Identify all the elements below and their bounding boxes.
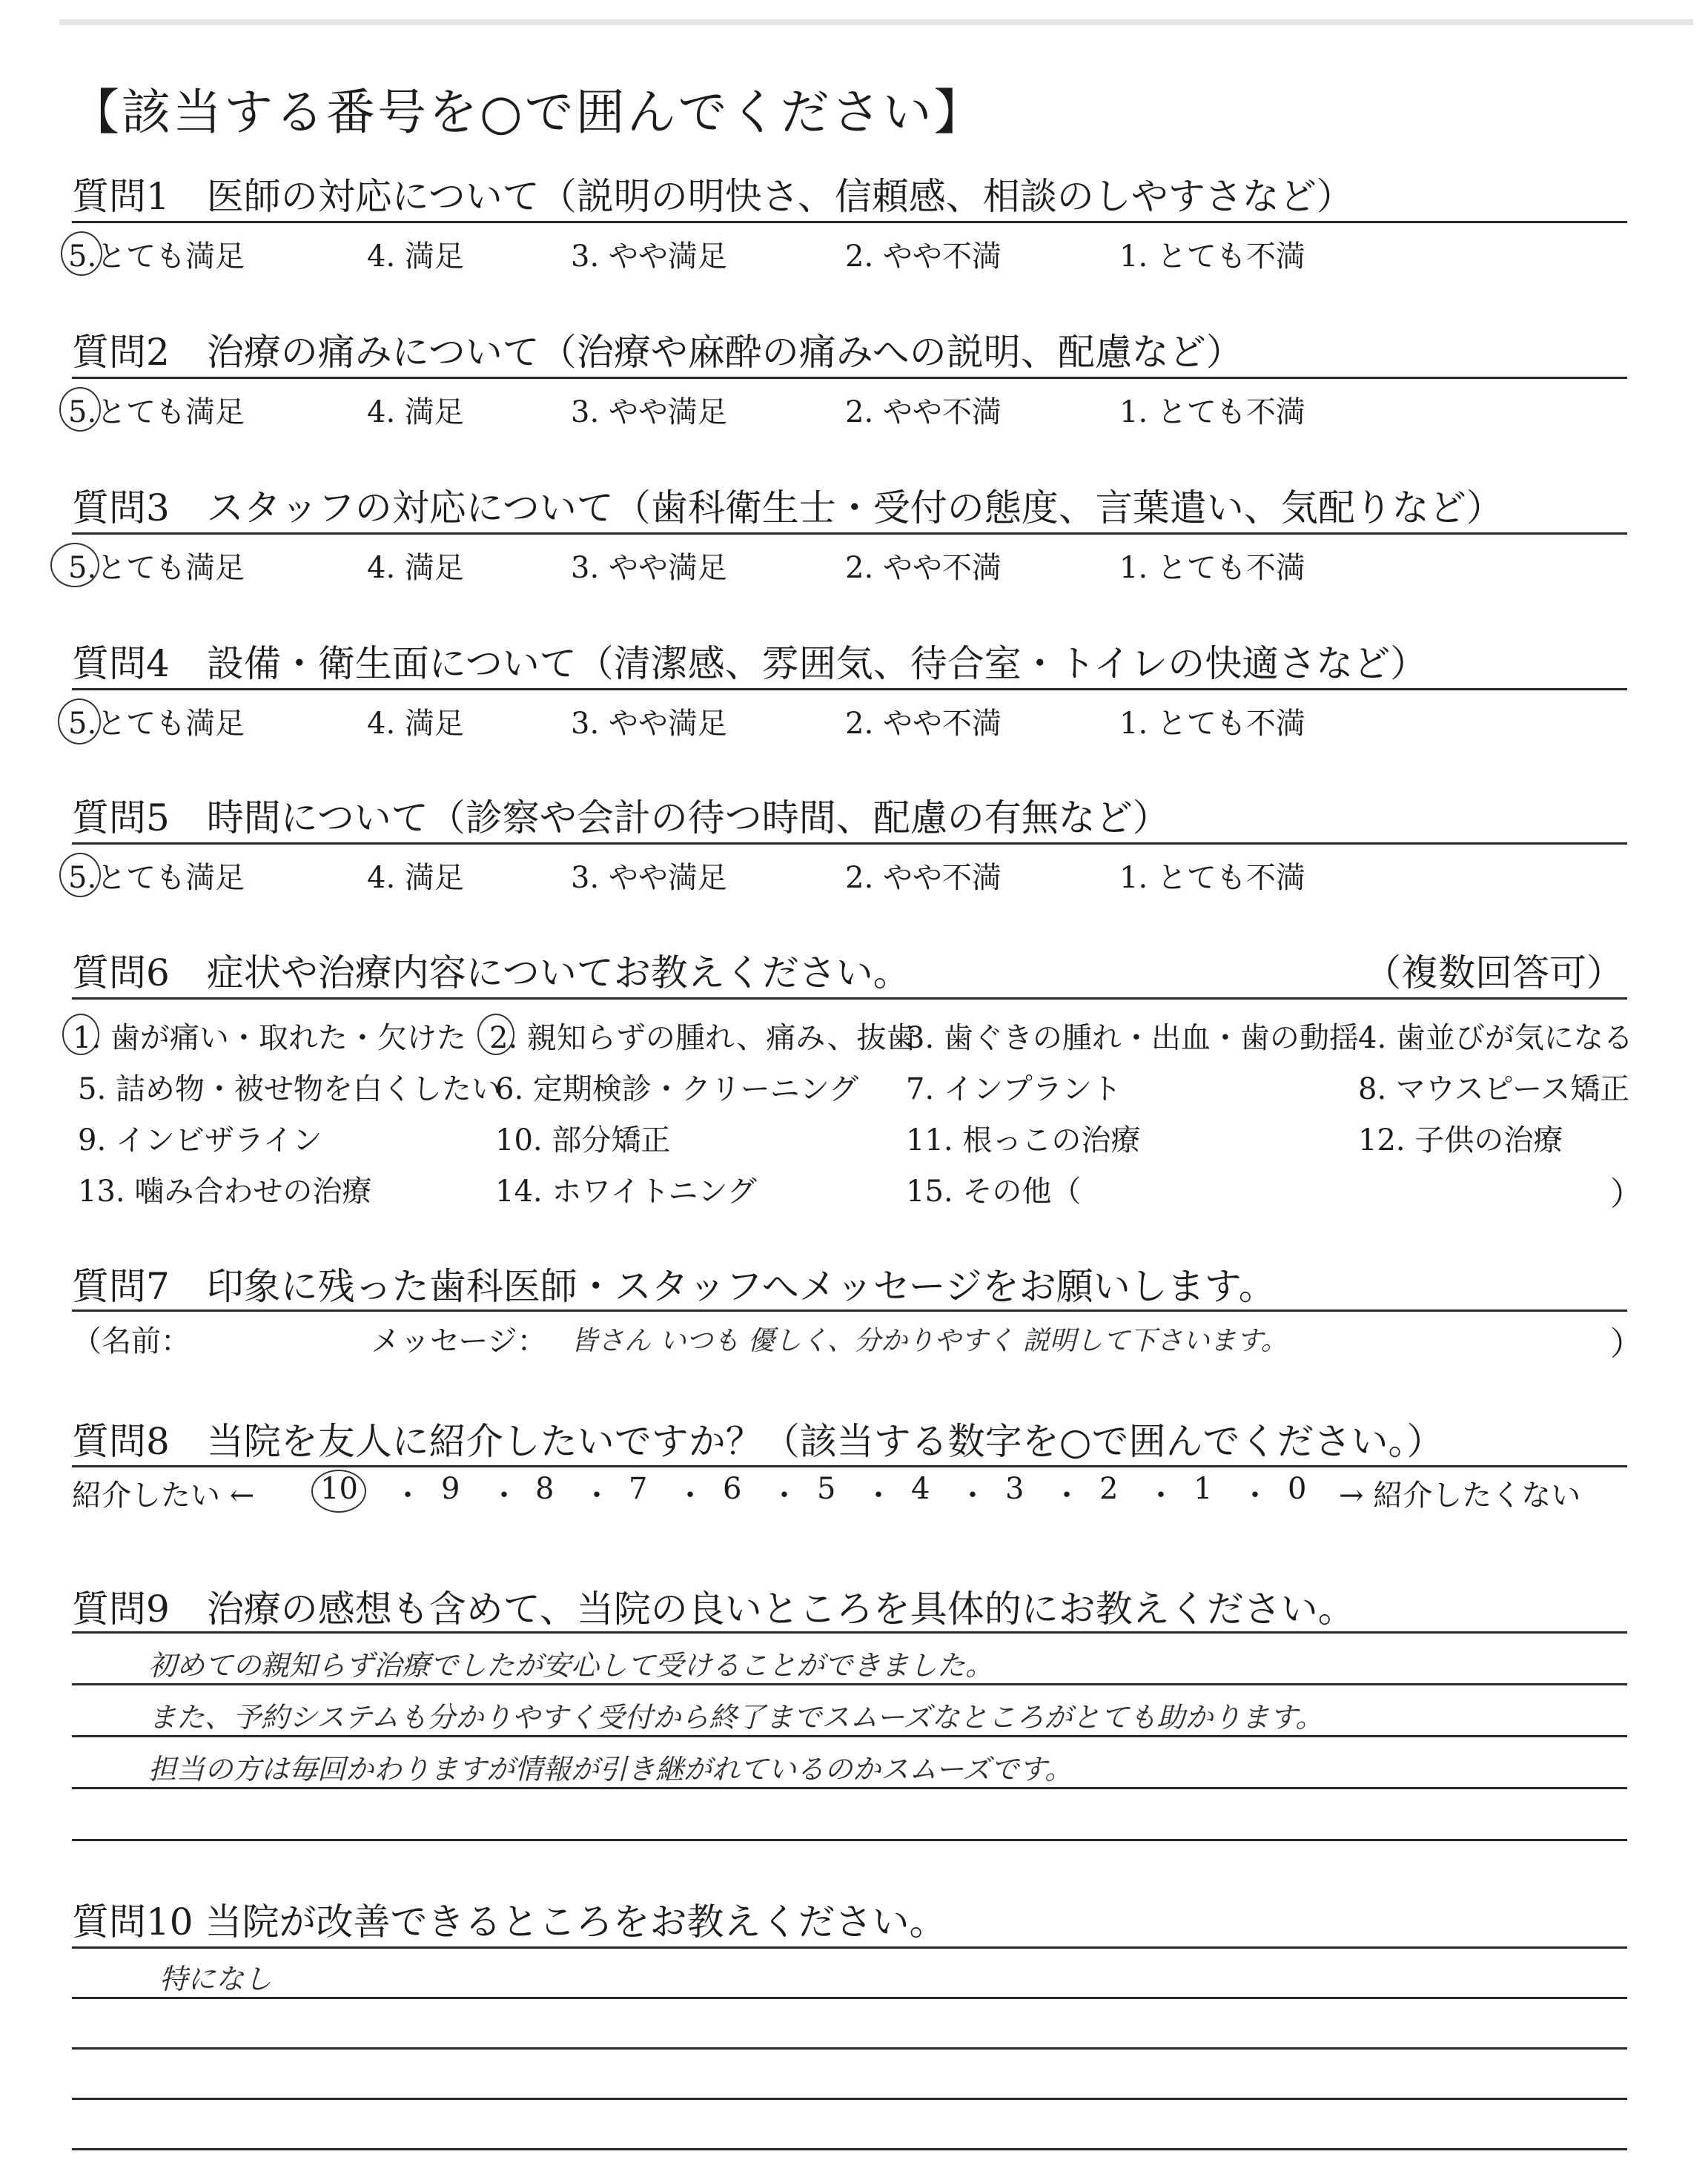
q3-option-4[interactable]: 4. 満足 xyxy=(367,551,464,585)
q9-answer-rule xyxy=(72,1787,1627,1789)
q6-item-7[interactable]: 7. インプラント xyxy=(906,1072,1122,1106)
q9-answer-line-2: また、予約システムも分かりやすく受付から終了までスムーズなところがとても助かります。 xyxy=(148,1701,1324,1734)
q10-answer-rule xyxy=(72,1946,1627,1949)
question-4-rule xyxy=(72,688,1627,690)
q8-number-10[interactable]: 10 xyxy=(320,1472,358,1506)
q7-message-handwritten: 皆さん いつも 優しく、分かりやすく 説明して下さいます。 xyxy=(571,1326,1288,1356)
q6-item-8[interactable]: 8. マウスピース矯正 xyxy=(1358,1072,1630,1106)
q1-option-3[interactable]: 3. やや満足 xyxy=(571,240,727,274)
q5-option-4[interactable]: 4. 満足 xyxy=(367,861,464,895)
q8-number-2[interactable]: 2 xyxy=(1099,1472,1119,1506)
q9-answer-rule xyxy=(72,1735,1627,1737)
q5-option-2[interactable]: 2. やや不満 xyxy=(845,861,1002,895)
question-4-title: 質問4 設備・衛生面について（清潔感、雰囲気、待合室・トイレの快適さなど） xyxy=(72,642,1428,685)
q5-option-3[interactable]: 3. やや満足 xyxy=(571,861,727,895)
q1-option-4[interactable]: 4. 満足 xyxy=(367,240,464,274)
q8-dot: ・ xyxy=(958,1479,987,1513)
q6-other-close-paren: ） xyxy=(1610,1175,1643,1213)
question-5-rule xyxy=(72,842,1627,845)
q3-option-2[interactable]: 2. やや不満 xyxy=(845,551,1002,585)
q8-number-6[interactable]: 6 xyxy=(723,1472,742,1506)
q2-option-5[interactable]: 5.とても満足 xyxy=(68,395,245,429)
q1-option-1[interactable]: 1. とても不満 xyxy=(1119,240,1305,274)
q8-dot: ・ xyxy=(393,1479,423,1513)
q6-item-4[interactable]: 4. 歯並びが気になる xyxy=(1358,1021,1633,1055)
q2-option-2[interactable]: 2. やや不満 xyxy=(845,395,1002,429)
question-3-title: 質問3 スタッフの対応について（歯科衛生士・受付の態度、言葉遣い、気配りなど） xyxy=(72,486,1503,529)
q6-item-11[interactable]: 11. 根っこの治療 xyxy=(906,1123,1141,1157)
q9-answer-line-3: 担当の方は毎回かわりますが情報が引き継がれているのかスムーズです。 xyxy=(148,1753,1073,1786)
q8-number-7[interactable]: 7 xyxy=(629,1472,648,1506)
q9-answer-rule xyxy=(72,1839,1627,1841)
q6-item-2[interactable]: 2. 親知らずの腫れ、痛み、抜歯 xyxy=(489,1021,916,1055)
q8-right-label: → 紹介したくない xyxy=(1339,1479,1581,1513)
page-top-edge xyxy=(59,19,1693,25)
question-8-title: 質問8 当院を友人に紹介したいですか？（該当する数字を○で囲んでください。） xyxy=(72,1420,1444,1463)
q8-number-4[interactable]: 4 xyxy=(911,1472,930,1506)
q4-option-5[interactable]: 5.とても満足 xyxy=(68,707,245,741)
q8-dot: ・ xyxy=(1240,1479,1270,1513)
q8-dot: ・ xyxy=(675,1479,705,1513)
q5-option-5[interactable]: 5.とても満足 xyxy=(68,861,245,895)
q7-message-label: メッセージ： xyxy=(371,1324,547,1358)
question-8-rule xyxy=(72,1465,1627,1467)
question-6-rule xyxy=(72,997,1627,1000)
q3-option-3[interactable]: 3. やや満足 xyxy=(571,551,727,585)
q6-item-12[interactable]: 12. 子供の治療 xyxy=(1358,1123,1563,1157)
q1-option-2[interactable]: 2. やや不満 xyxy=(845,240,1002,274)
question-10-title: 質問10 当院が改善できるところをお教えください。 xyxy=(72,1900,947,1943)
q8-number-1[interactable]: 1 xyxy=(1194,1472,1213,1506)
q2-option-3[interactable]: 3. やや満足 xyxy=(571,395,727,429)
q6-item-10[interactable]: 10. 部分矯正 xyxy=(495,1123,671,1157)
q6-item-14[interactable]: 14. ホワイトニング xyxy=(495,1175,757,1209)
q6-item-5[interactable]: 5. 詰め物・被せ物を白くしたい xyxy=(78,1072,501,1106)
q9-answer-rule xyxy=(72,1631,1627,1634)
q3-option-1[interactable]: 1. とても不満 xyxy=(1119,551,1305,585)
form-header: 【該当する番号を○で囲んでください】 xyxy=(70,84,985,141)
q8-number-5[interactable]: 5 xyxy=(817,1472,836,1506)
q1-option-5[interactable]: 5.とても満足 xyxy=(68,240,245,274)
q8-dot: ・ xyxy=(1146,1479,1176,1513)
q8-dot: ・ xyxy=(489,1479,519,1513)
q7-close-paren: ） xyxy=(1610,1325,1643,1363)
q10-answer-line-1: 特になし xyxy=(159,1963,273,1995)
q9-answer-rule xyxy=(72,1683,1627,1685)
q10-answer-rule xyxy=(72,1997,1627,1999)
q7-name-label: （名前： xyxy=(72,1324,191,1358)
q6-item-15[interactable]: 15. その他（ xyxy=(906,1175,1082,1209)
q10-answer-rule xyxy=(72,2047,1627,2050)
q10-answer-rule xyxy=(72,2098,1627,2100)
q4-option-1[interactable]: 1. とても不満 xyxy=(1119,707,1305,741)
question-9-title: 質問9 治療の感想も含めて、当院の良いところを具体的にお教えください。 xyxy=(72,1588,1355,1631)
q8-left-label: 紹介したい ← xyxy=(72,1479,255,1513)
q8-number-3[interactable]: 3 xyxy=(1005,1472,1025,1506)
q8-dot: ・ xyxy=(769,1479,799,1513)
q6-item-6[interactable]: 6. 定期検診・クリーニング xyxy=(495,1072,859,1106)
q2-option-1[interactable]: 1. とても不満 xyxy=(1119,395,1305,429)
question-1-rule xyxy=(72,221,1627,223)
question-2-title: 質問2 治療の痛みについて（治療や麻酔の痛みへの説明、配慮など） xyxy=(72,331,1243,374)
q6-item-13[interactable]: 13. 噛み合わせの治療 xyxy=(78,1175,372,1209)
question-6-title: 質問6 症状や治療内容についてお教えください。 xyxy=(72,951,910,994)
question-1-title: 質問1 医師の対応について（説明の明快さ、信頼感、相談のしやすさなど） xyxy=(72,175,1354,218)
question-7-rule xyxy=(72,1309,1627,1312)
q9-answer-line-1: 初めての親知らず治療でしたが安心して受けることができました。 xyxy=(148,1649,994,1682)
q6-item-1[interactable]: 1. 歯が痛い・取れた・欠けた xyxy=(73,1021,466,1055)
q8-number-8[interactable]: 8 xyxy=(535,1472,555,1506)
q8-number-9[interactable]: 9 xyxy=(441,1472,460,1506)
question-3-rule xyxy=(72,532,1627,535)
q4-option-2[interactable]: 2. やや不満 xyxy=(845,707,1002,741)
question-2-rule xyxy=(72,377,1627,379)
q8-dot: ・ xyxy=(1052,1479,1082,1513)
q2-option-4[interactable]: 4. 満足 xyxy=(367,395,464,429)
question-6-note: （複数回答可） xyxy=(1364,951,1623,994)
q4-option-4[interactable]: 4. 満足 xyxy=(367,707,464,741)
q6-item-9[interactable]: 9. インビザライン xyxy=(78,1123,322,1157)
q10-answer-rule xyxy=(72,2148,1627,2150)
question-7-title: 質問7 印象に残った歯科医師・スタッフへメッセージをお願いします。 xyxy=(72,1265,1276,1308)
q8-dot: ・ xyxy=(864,1479,893,1513)
q3-option-5[interactable]: 5.とても満足 xyxy=(68,551,245,585)
q6-item-3[interactable]: 3. 歯ぐきの腫れ・出血・歯の動揺 xyxy=(906,1021,1359,1055)
question-5-title: 質問5 時間について（診察や会計の待つ時間、配慮の有無など） xyxy=(72,796,1170,839)
q4-option-3[interactable]: 3. やや満足 xyxy=(571,707,727,741)
q5-option-1[interactable]: 1. とても不満 xyxy=(1119,861,1305,895)
q8-number-0[interactable]: 0 xyxy=(1288,1472,1307,1506)
q8-dot: ・ xyxy=(582,1479,612,1513)
